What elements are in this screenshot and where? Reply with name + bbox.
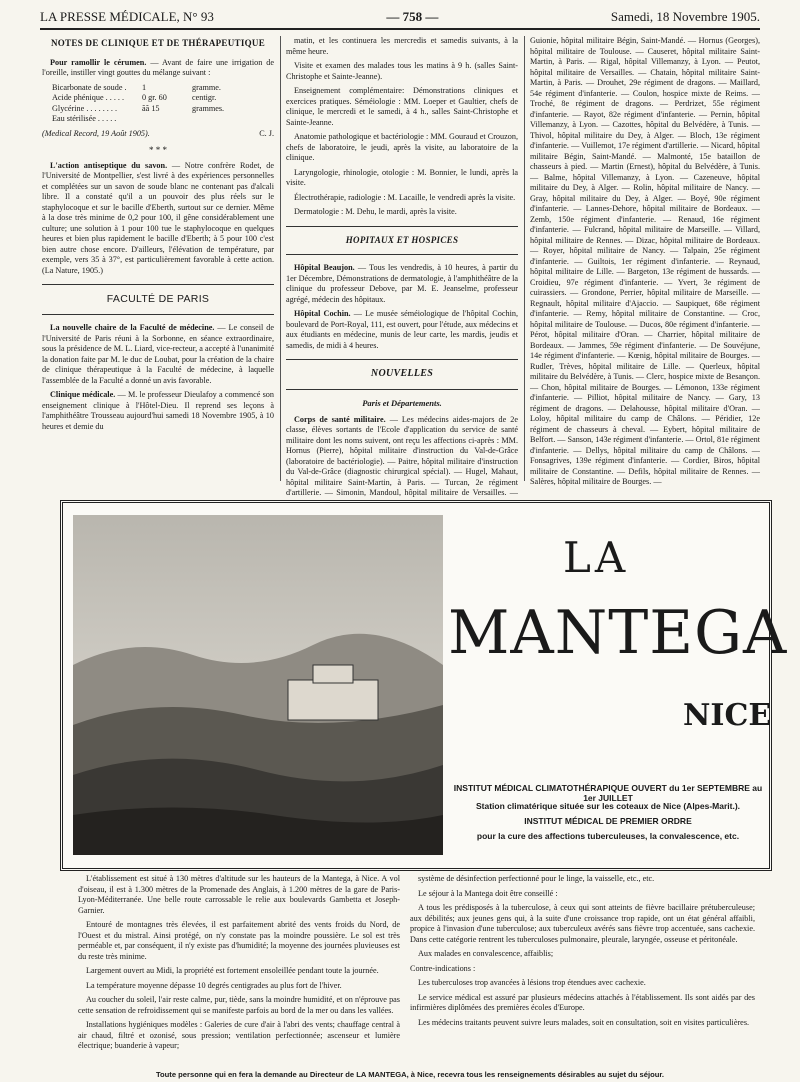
rx-ingredient: Glycérine . . . . . . . .: [52, 103, 118, 113]
journal-title: LA PRESSE MÉDICALE, N° 93: [40, 9, 214, 24]
section-divider: [286, 359, 518, 360]
article-text: — Tous les vendredis, à 10 heures, à partir du 1er Décembre, Démonstrations de dermatologie, à l'amphithéâtre de la clinique du professeur Debove, par M. E. Jeanselme, professeur agrégé, médecin des hôpitaux.: [286, 263, 518, 304]
rx-qty: [142, 114, 192, 125]
ad-description-left: [78, 874, 400, 1056]
ad-brand-prefix: LA: [563, 533, 630, 582]
article-text: — Le conseil de l'Université de Paris réuni à la Sorbonne, en séance extraordinaire, sous la présidence de M. L. Liard, vice-recteur, a accepté à l'unanimité la donation faite par M. le duc de Loubat, pour la création de la chaire de clinique thérapeutique à la Faculté de médecine, à laquelle l'assemblée de la Faculté a donné un avis favorable.: [42, 323, 274, 385]
paragraph: Les médecins traitants peuvent suivre leurs malades, soit en consultation, soit en visites particulières.: [418, 1017, 750, 1027]
page-header: [40, 8, 760, 26]
rx-unit: grammes.: [192, 103, 225, 113]
article-clinique: [42, 390, 274, 432]
rx-qty: 1: [142, 82, 147, 92]
issue-date: Samedi, 18 Novembre 1905.: [610, 9, 760, 24]
rx-qty: ãã 15: [142, 103, 160, 113]
rx-unit: gramme.: [192, 82, 221, 92]
section-title-hopitaux: HOPITAUX ET HOSPICES: [345, 234, 459, 245]
article-source: [42, 129, 274, 140]
article-text: — Avant de faire une irrigation de l'oreille, instiller vingt gouttes du mélange suivant :: [42, 57, 274, 78]
section-divider: [286, 389, 518, 390]
article-lead: L'action antiseptique du savon.: [50, 160, 168, 170]
column-3: [530, 36, 760, 486]
ad-line-1: INSTITUT MÉDICAL CLIMATOTHÉRAPIQUE OUVERT du 1er SEPTEMBRE au 1er JUILLET: [453, 783, 763, 803]
ad-line-4: pour la cure des affections tuberculeuses, la convalescence, etc.: [476, 831, 740, 841]
article-text: — Le musée séméiologique de l'hôpital Cochin, boulevard de Port-Royal, 111, est ouvert, pour l'étude, aux médecins et aux étudiants en médecine, munis de leur carte, les mardis, jeudis et samedis, de midi à 4 heures.: [286, 309, 518, 350]
rx-unit: centigr.: [192, 93, 217, 103]
ad-footer-note: Toute personne qui en fera la demande au Directeur de LA MANTEGA, à Nice, recevra tous les renseignements désirables au sujet du séjour.: [155, 1070, 665, 1079]
column-rule: [280, 36, 281, 481]
article-text: — Notre confrère Rodet, de l'Université de Montpellier, s'est livré à des expériences personnelles et complétées sur un savon de soude blanc ne contenant pas d'alcali libre. Il a constaté qu'il a un pouvoir des plus réels sur le staphylocoque et sur le bacille d'Eberth, surtout sur ce dernier. Même à la dose très minime de 0,2 pour 100, il gêne considérablement une culture; une solution à 1 pour 100 tue le staphylocoque en quelques heures et bien plus rapidement le bacille d'Eberth; à 5 pour 100 c'est bien autre chose encore. D'ailleurs, l'élévation de température, par exemple, vers 35 à 37°, est particulièrement favorable à cette action. (La Nature, 1905.): [42, 160, 274, 275]
ad-line-2: Station climatérique située sur les coteaux de Nice (Alpes-Marit.).: [475, 801, 741, 811]
paragraph: Les tuberculoses trop avancées à lésions trop étendues avec cachexie.: [418, 978, 646, 987]
section-title-nouvelles: NOUVELLES: [370, 368, 434, 380]
source-citation: (Medical Record, 19 Août 1905).: [42, 128, 150, 138]
prescription-table: [52, 83, 274, 125]
paragraph: Enseignement complémentaire: Démonstrations cliniques et exercices pratiques. Séméiologie : MM. Loeper et Gaultier, chefs de clinique, le mercredi et le samedi, à 4 h., salles Saint-Christophe et Sainte-Jeanne.: [286, 86, 518, 127]
section-divider: [42, 314, 274, 315]
ad-city: NICE: [683, 698, 772, 733]
section-title-faculte: FACULTÉ DE PARIS: [106, 293, 210, 306]
article-lead: Hôpital Beaujon.: [294, 263, 355, 273]
paragraph: A tous les prédisposés à la tuberculose, à ceux qui sont atteints de fièvre bacillaire prétuberculeuse; aux débilités; aux jeunes gens qui, à la suite d'une croissance trop rapide, ont un état général affaibli, propice à l'invasion d'une tuberculose; aux tuberculeux avérés sans fièvre trop accentuée, sans cachexie. Dans cette catégorie rentrent les tuberculoses pulmonaire, pleurale, laryngée, osseuse et péritonéale.: [410, 903, 755, 944]
paragraph: Laryngologie, rhinologie, otologie : M. Bonnier, le lundi, après la visite.: [286, 167, 518, 187]
article-lead: Pour ramollir le cérumen.: [50, 57, 147, 67]
ad-line-3: INSTITUT MÉDICAL DE PREMIER ORDRE: [524, 816, 692, 826]
section-divider: [286, 226, 518, 227]
source-author: C. J.: [259, 128, 274, 138]
rx-ingredient: Bicarbonate de soude .: [52, 82, 127, 92]
paragraph: Le séjour à la Mantega doit être conseillé :: [418, 888, 558, 898]
column-1: [42, 36, 274, 481]
header-rule: [40, 28, 760, 30]
paragraph: Contre-indications :: [410, 963, 476, 973]
paragraph: Électrothérapie, radiologie : M. Lacaille, le vendredi après la visite.: [294, 192, 516, 202]
paragraph-affectations: Guionie, hôpital militaire Bégin, Saint-Mandé. — Hornus (Georges), hôpital militaire de Toulouse. — Causeret, hôpital militaire Saint-Martin, à Paris. — Rigal, hôpital Villemanzy, à Lyon. — Peutot, hôpital militaire de Versailles. — Chatain, hôpital militaire Saint-Martin, à Paris. — Drouhet, 29e régiment de dragons. — Maillard, 54e régiment d'infanterie. — Coulon, hospice mixte de Reims. — Troché, 8e régiment de dragons. — Perdrizet, 55e régiment d'infanterie. — Rayot, 82e régiment d'infanterie. — Pernin, hôpital Villemanzy, à Lyon. — Cazottes, hôpital du Belvédère, à Tunis. — Thivol, hôpital militaire du Dey, à Alger. — Bloch, 13e régiment d'infanterie. — Vuillemot, 17e régiment d'artillerie. — Nicard, hôpital militaire Bégin, Saint-Mandé. — Malmonté, 15e bataillon de chasseurs à pied. — Martin (Ernest), hôpital du Belvédère, à Tunis. — Balme, hôpital Villemanzy, à Lyon. — Cazeneuve, hôpital militaire du Dey, à Alger. — Rolin, hôpital militaire de Nancy. — Gray, hôpital militaire du Dey, à Alger. — Boyé, 90e régiment d'infanterie. — Lannes-Dehore, hôpital militaire de Bordeaux. — Zemb, 150e régiment d'infanterie. — Renaud, 16e régiment d'infanterie. — Fulcrand, hôpital militaire de Marseille. — Villard, hôpital militaire de Rennes. — Dizac, hôpital militaire de Bordeaux. — Royer, hôpital militaire de Nancy. — Talpain, 25e régiment d'infanterie. — Guiltois, 1er régiment d'infanterie. — Reynaud, hôpital militaire de Lille. — Bargeton, 13e régiment de hussards. — Croidieu, 97e régiment d'infanterie. — Yvert, 3e régiment de cuirassiers. — Grondone, Perrier, hôpital militaire de Marseille. — Regnault, hôpital militaire d'Ajaccio. — Saupiquet, 68e régiment d'infanterie. — Remy, hôpital militaire de Constantine. — Croc, hôpital militaire de Toulouse. — Ducos, 80e régiment d'infanterie. — Pérot, hôpital militaire d'Oran. — Charrier, hôpital militaire de Bordeaux. — Jammes, 59e régiment d'infanterie. — De Souvéjune, 14e régiment d'infanterie. — Kœnig, hôpital militaire de Bourges. — Rudler, Trèves, hôpital militaire de Lille. — Querleux, hôpital militaire du Belvédère, à Tunis. — Clerc, hospice mixte de Besançon. — Chon, hôpital militaire de Bourges. — Lémonon, 133e régiment d'infanterie. — Pilliot, hôpital militaire de Nancy. — Gary, 13 régiment de dragons. — Delahousse, hôpital militaire d'Oran. — Loloy, hôpital militaire du camp de Châlons. — Péridier, 12e régiment de chasseurs à cheval. — Eybert, hôpital militaire de Belfort. — Sanson, 143e régiment d'infanterie. — Ortol, 81e régiment d'infanterie. — Dellys, hôpital militaire du camp de Châlons. — Fonsagrives, 139e régiment d'infanterie. — Cordier, Biros, hôpital militaire de Constantine. — Defils, hôpital militaire de Rennes. — Salères, hôpital militaire de Bourges. —: [530, 36, 760, 486]
article-cochin: [286, 309, 518, 351]
paragraph: Visite et examen des malades tous les matins à 9 h. (salles Saint-Christophe et Sainte-Jeanne).: [286, 61, 518, 81]
article-cerumen: [42, 58, 274, 79]
article-lead: Clinique médicale.: [50, 390, 116, 400]
column-2: [286, 36, 519, 498]
paragraph: Installations hygiéniques modèles : Galeries de cure d'air à l'abri des vents; chauffage central à air chaud, filtré et ozonisé, sous pression; ventilation perfectionnée; ascenseur et lumière électrique; buanderie à vapeur;: [78, 1020, 400, 1050]
paragraph: Entouré de montagnes très élevées, il est parfaitement abrité des vents froids du Nord, de l'Ouest et du mistral. Ainsi protégé, on n'y constate pas la moindre poussière. Le sol est très perméable et, par conséquent, il n'y existe pas d'humidité; la moyenne des journées pluvieuses est du reste très minime.: [78, 920, 400, 961]
article-savon: [42, 161, 274, 277]
article-lead: La nouvelle chaire de la Faculté de médecine.: [50, 323, 215, 333]
column-rule: [524, 36, 525, 481]
section-title-therapeutique: NOTES DE CLINIQUE ET DE THÉRAPEUTIQUE: [50, 38, 266, 48]
ad-description-right: [410, 874, 755, 1032]
article-text: — Les médecins aides-majors de 2e classe, élèves sortants de l'Ecole d'application du service de santé militaire dont les noms suivent, ont reçu les affections ci-après : MM. Hornus (Pierre), hôpital militaire d'instruction du Val-de-Grâce (laboratoire de bactériologie). — Paitre, hôpital militaire d'instruction du Val-de-Grâce (diagnostic chirurgical spécial). — Hugel, Mahaut, hôpital militaire Saint-Martin, à Paris. — Turcan, 2e régiment d'artillerie. — Simonin, Mandoul, hôpital militaire de Versailles. —: [286, 414, 519, 498]
section-divider: [42, 284, 274, 285]
rx-unit: [192, 114, 274, 125]
paragraph: Largement ouvert au Midi, la propriété est fortement ensoleillée pendant toute la journée.: [86, 966, 379, 975]
sanatorium-photo: [73, 515, 443, 855]
paragraph: Anatomie pathologique et bactériologie : MM. Gouraud et Crouzon, chefs de laboratoire, le jeudi, après la visite, au laboratoire de la clinique.: [286, 132, 518, 162]
paragraph: La température moyenne dépasse 10 degrés centigrades au plus fort de l'hiver.: [86, 980, 342, 990]
rx-ingredient: Eau stérilisée . . . . .: [52, 114, 117, 124]
article-chaire: [42, 323, 274, 386]
paragraph: Aux malades en convalescence, affaiblis;: [418, 949, 554, 958]
rx-ingredient: Acide phénique . . . . .: [52, 93, 125, 103]
ad-brand-title: MANTEGA: [448, 598, 788, 668]
paragraph: système de désinfection perfectionné pour le linge, la vaisselle, etc., etc.: [418, 874, 655, 883]
article-lead: Corps de santé militaire.: [294, 414, 386, 424]
paragraph: Dermatologie : M. Dehu, le mardi, après la visite.: [294, 207, 457, 216]
rx-qty: 0 gr. 60: [142, 93, 167, 103]
article-text: — M. le professeur Dieulafoy a commencé son enseignement clinique à l'Hôtel-Dieu. Il reprend ses leçons à l'amphithéâtre Trousseau aujourd'hui samedi 18 Novembre 1905, à 10 heures et demie du: [42, 390, 274, 431]
article-lead: Hôpital Cochin.: [294, 309, 351, 319]
section-divider: [286, 254, 518, 255]
paragraph: Le service médical est assuré par plusieurs médecins attachés à l'établissement. Ils sont aidés par des infirmières diplômées des premières écoles d'Europe.: [410, 992, 755, 1012]
paragraph: matin, et les continuera les mercredis et samedis suivants, à la même heure.: [286, 36, 518, 56]
article-beaujon: [286, 263, 518, 305]
asterism: * * *: [149, 145, 167, 156]
page-number: — 758 —: [386, 9, 439, 24]
advertisement-mantega: [60, 500, 788, 871]
paragraph: L'établissement est situé à 130 mètres d'altitude sur les hauteurs de la Mantega, à Nice. A vol d'oiseau, il est à 1.300 mètres de la Promenade des Anglais, à 1.200 mètres de la gare de Paris-Lyon-Méditerranée. Une belle route carrossable le relie aux boulevards Gambetta et Joseph-Garnier.: [78, 874, 400, 915]
paragraph: Au coucher du soleil, l'air reste calme, pur, tiède, sans la moindre humidité, et on n'éprouve pas cette sensation de refroidissement qui se manifeste parfois au bord de la mer ou dans les vallées.: [78, 995, 400, 1015]
subsection-title: Paris et Départements.: [362, 397, 442, 408]
